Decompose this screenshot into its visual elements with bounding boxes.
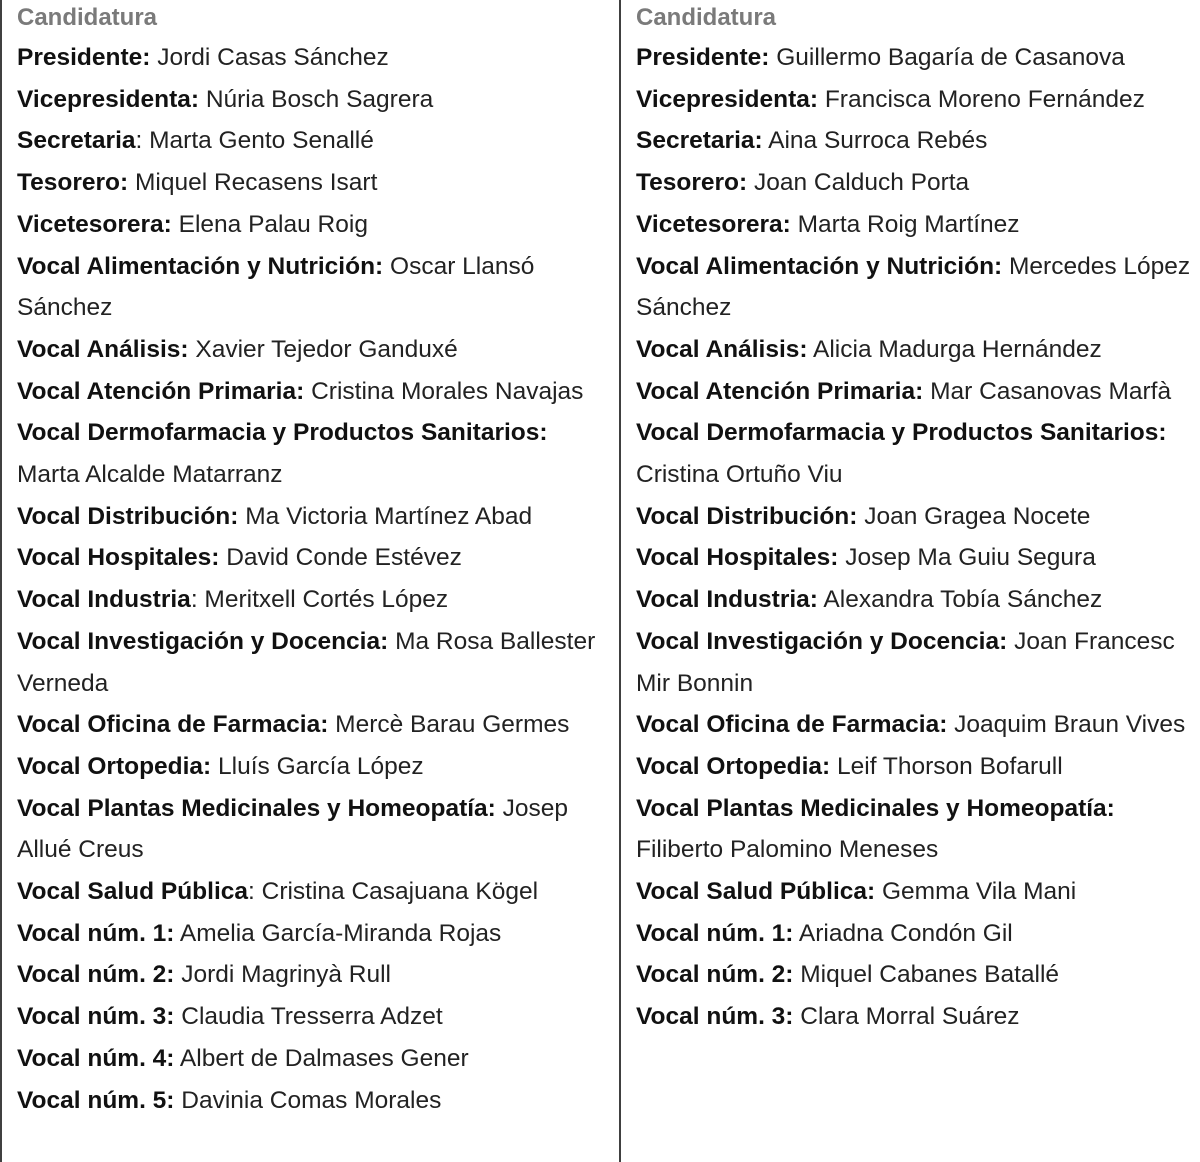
candidate-role: Vocal Alimentación y Nutrición: — [636, 252, 1003, 280]
candidate-entry — [636, 704, 1200, 746]
candidate-entry — [636, 329, 1200, 371]
candidate-name: Ariadna Condón Gil — [793, 919, 1013, 947]
candidate-name: : Marta Gento Senallé — [135, 127, 374, 155]
candidate-name: Mercè Barau Germes — [328, 711, 570, 739]
candidate-entry — [636, 621, 1200, 704]
candidate-role: Vocal Salud Pública: — [636, 878, 876, 906]
candidate-name: Lluís García López — [211, 752, 424, 780]
candidate-entry — [17, 746, 619, 788]
candidate-name: Amelia García-Miranda Rojas — [174, 919, 502, 947]
candidate-name: Cristina Morales Navajas — [304, 377, 584, 405]
candidate-role: Vocal Industria: — [636, 586, 818, 614]
candidate-role: Vocal núm. 3: — [636, 1003, 794, 1031]
candidate-entry — [636, 204, 1200, 246]
candidate-name: Jordi Casas Sánchez — [150, 44, 389, 71]
candidate-role: Vicepresidenta: — [17, 85, 200, 113]
candidate-entry — [636, 412, 1200, 495]
candidate-name: Ma Rosa Ballester Verneda — [17, 627, 596, 697]
candidate-role: Vocal Ortopedia: — [17, 752, 212, 780]
candidate-name: Gemma Vila Mani — [875, 878, 1077, 906]
candidate-name: Oscar Llansó Sánchez — [17, 252, 535, 322]
candidate-role: Vocal Plantas Medicinales y Homeopatía: — [17, 794, 496, 822]
candidate-role: Secretaria — [17, 127, 136, 155]
candidate-name: Joan Francesc Mir Bonnin — [636, 627, 1175, 697]
candidate-role: Vocal Hospitales: — [17, 544, 220, 572]
candidate-role: Vocal Investigación y Docencia: — [636, 627, 1008, 655]
candidate-role: Vocal Distribución: — [17, 502, 239, 530]
candidate-role: Vocal núm. 4: — [17, 1044, 175, 1072]
candidate-entry — [17, 1038, 619, 1080]
candidate-entry — [17, 996, 619, 1038]
candidate-name: Guillermo Bagaría de Casanova — [769, 44, 1125, 71]
candidate-role: Vocal Investigación y Docencia: — [17, 627, 389, 655]
candidate-entry — [636, 913, 1200, 955]
candidate-name: Xavier Tejedor Ganduxé — [188, 335, 458, 363]
candidate-entry — [636, 537, 1200, 579]
candidate-name: Davinia Comas Morales — [174, 1086, 442, 1114]
candidate-role: Vocal Oficina de Farmacia: — [636, 711, 948, 739]
candidate-entry — [17, 871, 619, 913]
candidate-entry — [17, 537, 619, 579]
candidate-entry — [17, 37, 619, 79]
candidate-name: Claudia Tresserra Adzet — [174, 1003, 443, 1031]
candidate-entry — [636, 120, 1200, 162]
candidate-name: Albert de Dalmases Gener — [174, 1044, 469, 1072]
candidate-entry — [17, 329, 619, 371]
candidate-entry — [17, 204, 619, 246]
candidate-entry — [17, 704, 619, 746]
candidate-role: Vocal Dermofarmacia y Productos Sanitarios: — [17, 419, 548, 447]
candidate-role: Vocal núm. 3: — [17, 1003, 175, 1031]
candidate-name: Clara Morral Suárez — [793, 1003, 1020, 1031]
candidate-name: Alexandra Tobía Sánchez — [817, 586, 1103, 614]
candidate-role: Vocal Dermofarmacia y Productos Sanitarios: — [636, 419, 1167, 447]
candidate-entry — [636, 954, 1200, 996]
candidate-name: Núria Bosch Sagrera — [199, 85, 434, 113]
candidate-role: Tesorero: — [636, 169, 748, 197]
candidate-name: David Conde Estévez — [219, 544, 462, 572]
candidate-entry — [636, 79, 1200, 121]
candidate-entry — [636, 871, 1200, 913]
candidate-name: Josep Ma Guiu Segura — [838, 544, 1096, 572]
left-candidate-list — [17, 37, 619, 1121]
candidate-name: Joan Calduch Porta — [747, 169, 970, 197]
candidate-role: Vocal Hospitales: — [636, 544, 839, 572]
candidate-role: Secretaria: — [636, 127, 763, 155]
candidate-role: Tesorero: — [17, 169, 129, 197]
candidate-entry — [17, 496, 619, 538]
candidate-entry — [636, 37, 1200, 79]
candidate-name: Leif Thorson Bofarull — [830, 752, 1063, 780]
candidate-entry — [17, 371, 619, 413]
candidate-name: Francisca Moreno Fernández — [818, 85, 1145, 113]
candidate-role: Vocal Atención Primaria: — [17, 377, 305, 405]
candidate-name: Filiberto Palomino Meneses — [636, 836, 939, 864]
candidate-entry — [17, 162, 619, 204]
candidate-role: Vocal Ortopedia: — [636, 752, 831, 780]
candidate-name: Joaquim Braun Vives — [947, 711, 1186, 739]
candidate-entry — [17, 120, 619, 162]
candidate-name: Mar Casanovas Marfà — [923, 377, 1172, 405]
candidate-name: : Cristina Casajuana Kögel — [248, 878, 539, 906]
candidate-entry — [636, 162, 1200, 204]
candidate-role: Vocal núm. 2: — [17, 961, 175, 989]
candidate-role: Presidente: — [636, 44, 770, 71]
candidate-role: Vocal Plantas Medicinales y Homeopatía: — [636, 794, 1115, 822]
candidate-name: Miquel Cabanes Batallé — [793, 961, 1060, 989]
left-candidatura-heading: Candidatura — [17, 4, 158, 31]
candidate-role: Vicetesorera: — [17, 210, 172, 238]
candidate-role: Vocal núm. 5: — [17, 1086, 175, 1114]
candidate-name: Mercedes López Sánchez — [636, 252, 1191, 322]
candidate-name: Joan Gragea Nocete — [857, 502, 1091, 530]
candidate-name: Miquel Recasens Isart — [128, 169, 378, 197]
candidate-role: Vocal Oficina de Farmacia: — [17, 711, 329, 739]
candidate-entry — [17, 788, 619, 871]
candidate-entry — [636, 496, 1200, 538]
right-candidate-list — [636, 37, 1200, 1038]
candidate-role: Presidente: — [17, 44, 151, 71]
right-candidatura-column — [621, 0, 1200, 1162]
candidate-role: Vicepresidenta: — [636, 85, 819, 113]
candidate-role: Vocal Distribución: — [636, 502, 858, 530]
candidate-role: Vocal Salud Pública — [17, 878, 249, 906]
candidate-entry — [17, 579, 619, 621]
candidate-name: Cristina Ortuño Viu — [636, 461, 843, 489]
candidate-name: Alicia Madurga Hernández — [807, 335, 1102, 363]
candidate-entry — [17, 954, 619, 996]
candidate-entry — [636, 246, 1200, 329]
candidate-name: Aina Surroca Rebés — [762, 127, 988, 155]
candidate-role: Vocal Análisis: — [17, 335, 189, 363]
candidate-role: Vocal Alimentación y Nutrición: — [17, 252, 384, 280]
candidate-entry — [17, 1080, 619, 1122]
candidate-entry — [636, 746, 1200, 788]
right-candidatura-heading: Candidatura — [636, 4, 777, 31]
candidate-name: Ma Victoria Martínez Abad — [238, 502, 533, 530]
candidate-role: Vocal núm. 2: — [636, 961, 794, 989]
candidate-entry — [636, 996, 1200, 1038]
candidate-name: Marta Alcalde Matarranz — [17, 461, 283, 489]
candidate-entry — [17, 246, 619, 329]
candidate-role: Vocal Atención Primaria: — [636, 377, 924, 405]
candidate-name: Marta Roig Martínez — [790, 210, 1020, 238]
candidate-name: Josep Allué Creus — [17, 794, 569, 864]
candidate-role: Vocal núm. 1: — [636, 919, 794, 947]
candidate-entry — [17, 621, 619, 704]
candidate-entry — [17, 412, 619, 495]
candidate-name: Elena Palau Roig — [171, 210, 368, 238]
candidate-entry — [17, 79, 619, 121]
candidate-name: Jordi Magrinyà Rull — [174, 961, 391, 989]
candidate-name: : Meritxell Cortés López — [190, 586, 449, 614]
candidate-entry — [17, 913, 619, 955]
candidate-entry — [636, 579, 1200, 621]
candidate-entry — [636, 371, 1200, 413]
candidate-role: Vocal Análisis: — [636, 335, 808, 363]
candidate-role: Vocal Industria — [17, 586, 191, 614]
candidate-entry — [636, 788, 1200, 871]
candidate-role: Vocal núm. 1: — [17, 919, 175, 947]
candidate-role: Vicetesorera: — [636, 210, 791, 238]
